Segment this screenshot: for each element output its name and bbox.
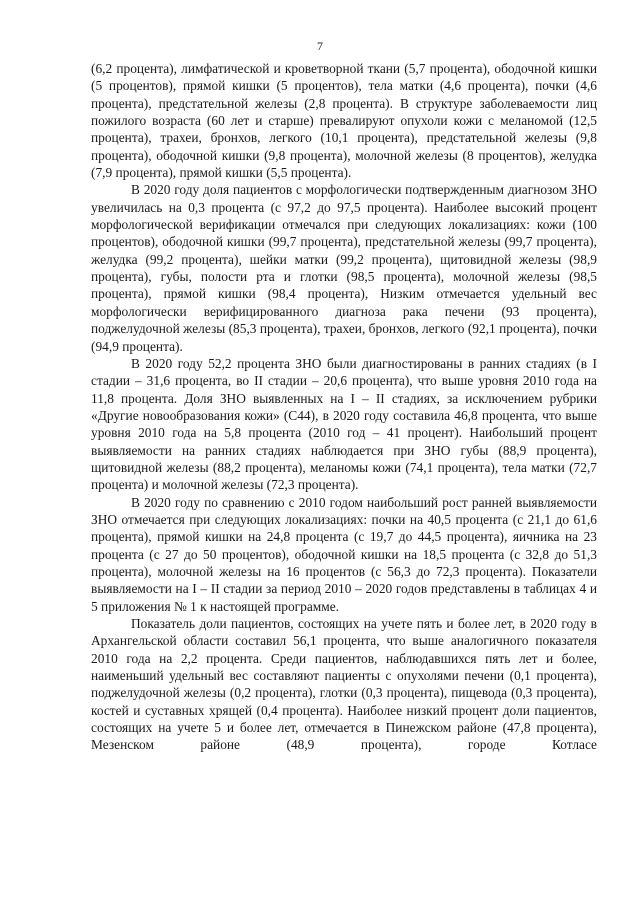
body-text — [91, 60, 597, 754]
paragraph-early-detection-growth: В 2020 году по сравнению с 2010 годом наибольший рост ранней выявляемости ЗНО отмечается при следующих локализациях: почки на 40,5 процента (с 21,1 до 61,6 процента), прямой кишки на 24,8 процента (с 19,7 до 44,5 процента), яичника на 23 процента (с 27 до 50 процентов), ободочной кишки на 18,5 процента (с 32,8 до 51,3 процента), молочной железы на 16 процентов (с 56,3 до 72,3 процента). Показатели выявляемости на I – II стадии за период 2010 – 2020 годов представлены в таблицах 4 и 5 приложения № 1 к настоящей программе. — [91, 494, 597, 614]
page-number: 7 — [317, 39, 323, 53]
paragraph-early-stage-diagnosis: В 2020 году 52,2 процента ЗНО были диагностированы в ранних стадиях (в I стадии – 31,6 процента, во II стадии – 20,6 процента), что выше уровня 2010 года на 11,8 процента. Доля ЗНО выявленных на I – II стадиях, за исключением рубрики «Другие новообразования кожи» (С44), в 2020 году составила 46,8 процента, что выше уровня 2010 года на 5,8 процента (2010 год – 41 процент). Наибольший процент выявляемости на ранних стадиях наблюдается при ЗНО губы (88,9 процента), щитовидной железы (88,2 процента), меланомы кожи (74,1 процента), тела матки (72,7 процента) и молочной железы (72,3 процента). — [91, 355, 597, 493]
paragraph-five-year-registry: Показатель доли пациентов, состоящих на учете пять и более лет, в 2020 году в Архангельской области составил 56,1 процента, что выше аналогичного показателя 2010 года на 2,2 процента. Среди пациентов, наблюдавшихся пять лет и более, наименьший удельный вес составляют пациенты с опухолями печени (0,1 процента), поджелудочной железы (0,2 процента), глотки (0,3 процента), пищевода (0,3 процента), костей и суставных хрящей (0,4 процента). Наиболее низкий процент доли пациентов, состоящих на учете 5 и более лет, отмечается в Пинежском районе (47,8 процента), Мезенском районе (48,9 процента), городе Котласе — [91, 616, 597, 753]
paragraph-morbidity-structure: (6,2 процента), лимфатической и кроветворной ткани (5,7 процента), ободочной кишки (5 процентов), прямой кишки (5 процентов), тела матки (4,6 процента), почки (4,6 процента), предстательной железы (2,8 процента). В структуре заболеваемости лиц пожилого возраста (60 лет и старше) превалируют опухоли кожи с меланомой (12,5 процента), трахеи, бронхов, легкого (10,1 процента), предстательной железы (9,8 процента), ободочной кишки (9,8 процента), молочной железы (8 процентов), желудка (7,9 процента), прямой кишки (5,5 процента). — [91, 61, 597, 181]
paragraph-morphological-verification: В 2020 году доля пациентов с морфологически подтвержденным диагнозом ЗНО увеличилась на 0,3 процента (с 97,2 до 97,5 процента). Наиболее высокий процент морфологической верификации отмечался при следующих локализациях: кожи (100 процентов), ободочной кишки (99,7 процента), предстательной железы (99,7 процента), желудка (99,2 процента), шейки матки (99,2 процента), щитовидной железы (98,9 процента), губы, полости рта и глотки (98,5 процента), молочной железы (98,5 процента), прямой кишки (98,4 процента), Низким отмечается удельный вес морфологически верифицированного диагноза рака печени (93 процента), поджелудочной железы (85,3 процента), трахеи, бронхов, легкого (92,1 процента), почки (94,9 процента). — [91, 182, 597, 354]
